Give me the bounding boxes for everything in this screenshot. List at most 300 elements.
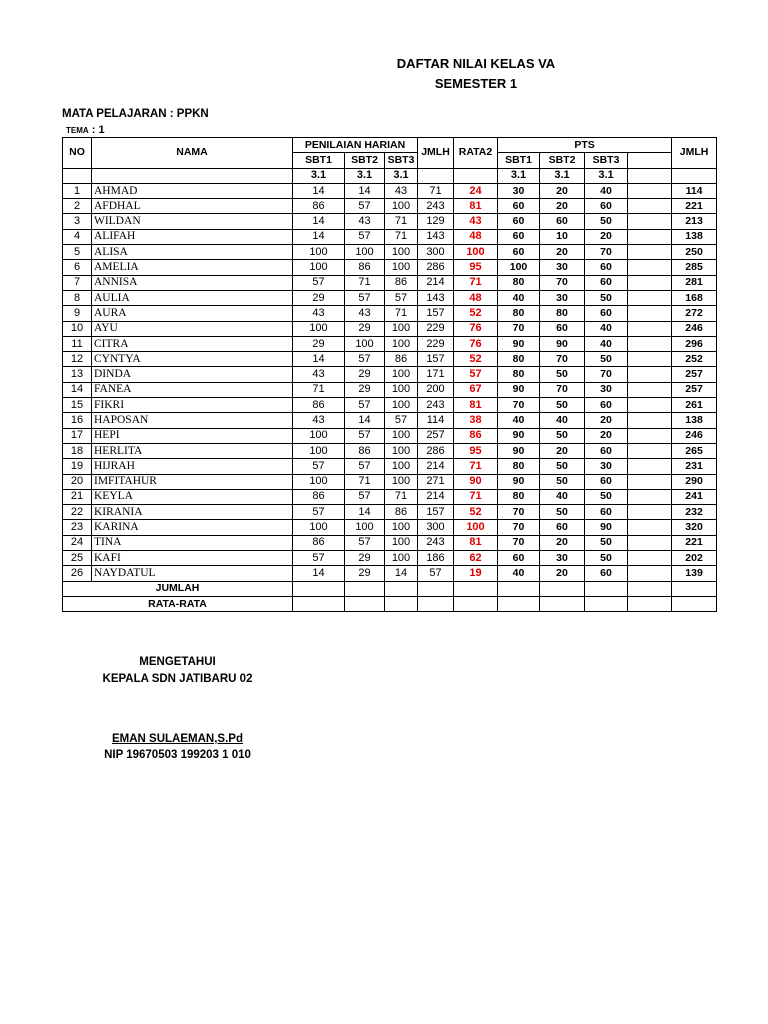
cell-pts-sbt1: 70 bbox=[498, 535, 540, 550]
cell-pts-sbt2: 30 bbox=[540, 551, 585, 566]
cell-ph-sbt3: 100 bbox=[385, 551, 418, 566]
cell-pts-jmlh: 138 bbox=[672, 413, 717, 428]
cell-no: 12 bbox=[63, 352, 92, 367]
cell-no: 23 bbox=[63, 520, 92, 535]
cell-ph-sbt1: 100 bbox=[293, 474, 345, 489]
cell-pts-sbt1: 40 bbox=[498, 566, 540, 581]
cell-pts-sbt2: 50 bbox=[540, 367, 585, 382]
cell-rata2: 100 bbox=[454, 245, 498, 260]
cell-ph-sbt2: 29 bbox=[345, 382, 385, 397]
table-row bbox=[63, 398, 717, 413]
cell-pts-sbt2: 20 bbox=[540, 199, 585, 214]
cell-pts-empty bbox=[628, 290, 672, 305]
cell-pts-sbt3: 60 bbox=[585, 260, 628, 275]
cell-nama: NAYDATUL bbox=[92, 566, 293, 581]
cell-ph-sbt3: 100 bbox=[385, 336, 418, 351]
cell-ph-sbt2: 14 bbox=[345, 413, 385, 428]
cell-pts-sbt2: 40 bbox=[540, 413, 585, 428]
cell-ph-sbt2: 57 bbox=[345, 489, 385, 504]
sub-header-sbt3: SBT3 bbox=[385, 153, 418, 168]
cell-pts-sbt3: 60 bbox=[585, 275, 628, 290]
cell-rata2: 48 bbox=[454, 229, 498, 244]
cell-pts-sbt3: 60 bbox=[585, 398, 628, 413]
cell-no: 24 bbox=[63, 535, 92, 550]
table-row bbox=[63, 489, 717, 504]
cell-rata2: 43 bbox=[454, 214, 498, 229]
cell-nama: HAPOSAN bbox=[92, 413, 293, 428]
cell-pts-sbt1: 80 bbox=[498, 367, 540, 382]
col-jmlh2-header: JMLH bbox=[672, 138, 717, 169]
cell-ph-sbt1: 43 bbox=[293, 413, 345, 428]
cell-ph-sbt1: 29 bbox=[293, 336, 345, 351]
cell-nama: WILDAN bbox=[92, 214, 293, 229]
cell-jmlh: 157 bbox=[418, 306, 454, 321]
cell-pts-sbt3: 70 bbox=[585, 245, 628, 260]
cell-pts-sbt1: 60 bbox=[498, 199, 540, 214]
grades-table bbox=[62, 137, 717, 612]
cell-pts-sbt2: 60 bbox=[540, 214, 585, 229]
cell-ph-sbt3: 86 bbox=[385, 275, 418, 290]
cell-rata2: 38 bbox=[454, 413, 498, 428]
cell-pts-sbt2: 80 bbox=[540, 306, 585, 321]
cell-ph-sbt3: 100 bbox=[385, 459, 418, 474]
cell-ph-sbt3: 100 bbox=[385, 321, 418, 336]
table-row bbox=[63, 367, 717, 382]
kd-ph-sbt1: 3.1 bbox=[293, 168, 345, 183]
tema-label: TEMA bbox=[66, 126, 89, 135]
cell-pts-jmlh: 285 bbox=[672, 260, 717, 275]
cell-nama: FIKRI bbox=[92, 398, 293, 413]
empty-cell bbox=[498, 581, 540, 596]
cell-pts-empty bbox=[628, 199, 672, 214]
cell-nama: CITRA bbox=[92, 336, 293, 351]
kd-cell bbox=[454, 168, 498, 183]
cell-pts-sbt3: 70 bbox=[585, 367, 628, 382]
cell-no: 19 bbox=[63, 459, 92, 474]
kd-pts-sbt3: 3.1 bbox=[585, 168, 628, 183]
cell-pts-jmlh: 290 bbox=[672, 474, 717, 489]
empty-cell bbox=[585, 596, 628, 611]
jumlah-row bbox=[63, 581, 717, 596]
cell-nama: FANEA bbox=[92, 382, 293, 397]
kd-ph-sbt2: 3.1 bbox=[345, 168, 385, 183]
table-row bbox=[63, 428, 717, 443]
cell-pts-sbt1: 60 bbox=[498, 214, 540, 229]
table-row bbox=[63, 535, 717, 550]
kd-row bbox=[63, 168, 717, 183]
col-jmlh-header: JMLH bbox=[418, 138, 454, 169]
cell-ph-sbt3: 100 bbox=[385, 428, 418, 443]
cell-pts-empty bbox=[628, 443, 672, 458]
kd-cell bbox=[418, 168, 454, 183]
cell-rata2: 71 bbox=[454, 275, 498, 290]
cell-pts-sbt1: 40 bbox=[498, 413, 540, 428]
cell-pts-jmlh: 296 bbox=[672, 336, 717, 351]
cell-no: 15 bbox=[63, 398, 92, 413]
cell-ph-sbt3: 100 bbox=[385, 199, 418, 214]
cell-ph-sbt3: 100 bbox=[385, 382, 418, 397]
table-row bbox=[63, 321, 717, 336]
cell-rata2: 81 bbox=[454, 199, 498, 214]
cell-pts-jmlh: 261 bbox=[672, 398, 717, 413]
cell-pts-jmlh: 250 bbox=[672, 245, 717, 260]
cell-rata2: 86 bbox=[454, 428, 498, 443]
cell-nama: CYNTYA bbox=[92, 352, 293, 367]
cell-pts-sbt3: 20 bbox=[585, 428, 628, 443]
col-ph-header: PENILAIAN HARIAN bbox=[293, 138, 418, 153]
cell-pts-empty bbox=[628, 520, 672, 535]
cell-ph-sbt3: 100 bbox=[385, 474, 418, 489]
cell-pts-sbt2: 90 bbox=[540, 336, 585, 351]
cell-pts-sbt1: 40 bbox=[498, 290, 540, 305]
cell-ph-sbt1: 86 bbox=[293, 489, 345, 504]
cell-pts-sbt2: 60 bbox=[540, 321, 585, 336]
empty-cell bbox=[345, 596, 385, 611]
cell-ph-sbt3: 100 bbox=[385, 443, 418, 458]
cell-pts-sbt1: 90 bbox=[498, 474, 540, 489]
table-row bbox=[63, 290, 717, 305]
cell-pts-sbt2: 20 bbox=[540, 535, 585, 550]
cell-pts-jmlh: 213 bbox=[672, 214, 717, 229]
cell-jmlh: 157 bbox=[418, 352, 454, 367]
subject-label: MATA PELAJARAN : PPKN bbox=[62, 108, 209, 120]
cell-jmlh: 186 bbox=[418, 551, 454, 566]
col-rata-header: RATA2 bbox=[454, 138, 498, 169]
cell-nama: ANNISA bbox=[92, 275, 293, 290]
kd-cell bbox=[92, 168, 293, 183]
cell-pts-empty bbox=[628, 367, 672, 382]
header-row-1 bbox=[63, 138, 717, 153]
cell-ph-sbt3: 100 bbox=[385, 398, 418, 413]
principal-nip: NIP 19670503 199203 1 010 bbox=[104, 749, 251, 761]
empty-cell bbox=[418, 581, 454, 596]
kd-pts-sbt2: 3.1 bbox=[540, 168, 585, 183]
cell-nama: HEPI bbox=[92, 428, 293, 443]
cell-rata2: 71 bbox=[454, 489, 498, 504]
cell-ph-sbt3: 100 bbox=[385, 367, 418, 382]
cell-no: 11 bbox=[63, 336, 92, 351]
cell-rata2: 95 bbox=[454, 443, 498, 458]
cell-pts-empty bbox=[628, 566, 672, 581]
cell-pts-empty bbox=[628, 321, 672, 336]
cell-ph-sbt2: 57 bbox=[345, 199, 385, 214]
cell-pts-sbt2: 30 bbox=[540, 290, 585, 305]
cell-rata2: 95 bbox=[454, 260, 498, 275]
grades-table-body bbox=[63, 138, 717, 612]
empty-cell bbox=[672, 581, 717, 596]
empty-cell bbox=[385, 596, 418, 611]
cell-jmlh: 157 bbox=[418, 505, 454, 520]
cell-ph-sbt1: 29 bbox=[293, 290, 345, 305]
cell-nama: HIJRAH bbox=[92, 459, 293, 474]
cell-pts-sbt1: 80 bbox=[498, 275, 540, 290]
cell-pts-empty bbox=[628, 535, 672, 550]
cell-no: 22 bbox=[63, 505, 92, 520]
cell-ph-sbt3: 100 bbox=[385, 520, 418, 535]
semester-label: SEMESTER 1 bbox=[434, 76, 518, 91]
cell-pts-jmlh: 257 bbox=[672, 367, 717, 382]
table-row bbox=[63, 352, 717, 367]
cell-pts-sbt2: 60 bbox=[540, 520, 585, 535]
cell-ph-sbt3: 71 bbox=[385, 489, 418, 504]
cell-jmlh: 57 bbox=[418, 566, 454, 581]
cell-pts-sbt1: 100 bbox=[498, 260, 540, 275]
table-row bbox=[63, 443, 717, 458]
cell-nama: KEYLA bbox=[92, 489, 293, 504]
cell-pts-empty bbox=[628, 306, 672, 321]
cell-ph-sbt1: 86 bbox=[293, 398, 345, 413]
cell-pts-jmlh: 257 bbox=[672, 382, 717, 397]
empty-cell bbox=[293, 581, 345, 596]
cell-no: 14 bbox=[63, 382, 92, 397]
jumlah-row-label: JUMLAH bbox=[63, 581, 293, 596]
cell-ph-sbt1: 71 bbox=[293, 382, 345, 397]
cell-pts-jmlh: 138 bbox=[672, 229, 717, 244]
cell-pts-sbt1: 90 bbox=[498, 428, 540, 443]
cell-pts-sbt1: 70 bbox=[498, 398, 540, 413]
cell-ph-sbt3: 86 bbox=[385, 505, 418, 520]
cell-ph-sbt2: 57 bbox=[345, 459, 385, 474]
cell-no: 20 bbox=[63, 474, 92, 489]
cell-ph-sbt1: 14 bbox=[293, 352, 345, 367]
cell-pts-sbt1: 90 bbox=[498, 382, 540, 397]
empty-cell bbox=[540, 596, 585, 611]
cell-ph-sbt2: 29 bbox=[345, 367, 385, 382]
cell-pts-empty bbox=[628, 214, 672, 229]
col-pts-header: PTS bbox=[498, 138, 672, 153]
cell-ph-sbt1: 14 bbox=[293, 183, 345, 198]
cell-ph-sbt1: 14 bbox=[293, 566, 345, 581]
table-row bbox=[63, 260, 717, 275]
cell-pts-empty bbox=[628, 352, 672, 367]
cell-ph-sbt2: 100 bbox=[345, 520, 385, 535]
cell-pts-jmlh: 246 bbox=[672, 428, 717, 443]
cell-ph-sbt1: 57 bbox=[293, 551, 345, 566]
cell-ph-sbt1: 43 bbox=[293, 306, 345, 321]
cell-nama: AFDHAL bbox=[92, 199, 293, 214]
pts-sub-header-empty bbox=[628, 153, 672, 168]
kd-cell bbox=[628, 168, 672, 183]
cell-ph-sbt2: 14 bbox=[345, 183, 385, 198]
cell-ph-sbt2: 57 bbox=[345, 428, 385, 443]
cell-rata2: 52 bbox=[454, 352, 498, 367]
cell-ph-sbt2: 43 bbox=[345, 214, 385, 229]
cell-pts-empty bbox=[628, 398, 672, 413]
cell-pts-sbt3: 90 bbox=[585, 520, 628, 535]
cell-pts-sbt1: 60 bbox=[498, 245, 540, 260]
cell-no: 21 bbox=[63, 489, 92, 504]
cell-pts-sbt1: 70 bbox=[498, 505, 540, 520]
cell-ph-sbt3: 57 bbox=[385, 413, 418, 428]
cell-pts-sbt2: 20 bbox=[540, 245, 585, 260]
cell-pts-sbt2: 20 bbox=[540, 183, 585, 198]
kd-ph-sbt3: 3.1 bbox=[385, 168, 418, 183]
cell-ph-sbt2: 71 bbox=[345, 474, 385, 489]
cell-jmlh: 286 bbox=[418, 443, 454, 458]
cell-nama: TINA bbox=[92, 535, 293, 550]
table-row bbox=[63, 245, 717, 260]
cell-pts-empty bbox=[628, 474, 672, 489]
cell-pts-sbt3: 20 bbox=[585, 229, 628, 244]
cell-pts-sbt3: 40 bbox=[585, 336, 628, 351]
cell-jmlh: 214 bbox=[418, 459, 454, 474]
table-row bbox=[63, 505, 717, 520]
cell-pts-empty bbox=[628, 428, 672, 443]
cell-ph-sbt2: 57 bbox=[345, 352, 385, 367]
cell-pts-sbt3: 50 bbox=[585, 551, 628, 566]
cell-jmlh: 229 bbox=[418, 336, 454, 351]
cell-pts-sbt2: 70 bbox=[540, 352, 585, 367]
cell-no: 17 bbox=[63, 428, 92, 443]
cell-jmlh: 143 bbox=[418, 229, 454, 244]
pts-sub-header-sbt1: SBT1 bbox=[498, 153, 540, 168]
cell-jmlh: 257 bbox=[418, 428, 454, 443]
cell-jmlh: 129 bbox=[418, 214, 454, 229]
cell-pts-empty bbox=[628, 245, 672, 260]
cell-ph-sbt2: 57 bbox=[345, 229, 385, 244]
cell-pts-sbt3: 40 bbox=[585, 183, 628, 198]
cell-pts-sbt1: 90 bbox=[498, 336, 540, 351]
cell-pts-jmlh: 221 bbox=[672, 535, 717, 550]
cell-ph-sbt3: 71 bbox=[385, 306, 418, 321]
table-row bbox=[63, 382, 717, 397]
cell-jmlh: 243 bbox=[418, 535, 454, 550]
cell-jmlh: 300 bbox=[418, 245, 454, 260]
cell-pts-sbt3: 50 bbox=[585, 290, 628, 305]
pts-sub-header-sbt2: SBT2 bbox=[540, 153, 585, 168]
cell-jmlh: 143 bbox=[418, 290, 454, 305]
cell-pts-jmlh: 265 bbox=[672, 443, 717, 458]
cell-ph-sbt2: 57 bbox=[345, 290, 385, 305]
cell-nama: KIRANIA bbox=[92, 505, 293, 520]
cell-no: 3 bbox=[63, 214, 92, 229]
table-row bbox=[63, 336, 717, 351]
cell-pts-sbt1: 80 bbox=[498, 306, 540, 321]
cell-pts-jmlh: 246 bbox=[672, 321, 717, 336]
cell-pts-empty bbox=[628, 413, 672, 428]
pts-sub-header-sbt3: SBT3 bbox=[585, 153, 628, 168]
cell-rata2: 81 bbox=[454, 535, 498, 550]
cell-pts-sbt1: 80 bbox=[498, 352, 540, 367]
cell-ph-sbt3: 43 bbox=[385, 183, 418, 198]
cell-pts-empty bbox=[628, 275, 672, 290]
cell-pts-sbt1: 80 bbox=[498, 459, 540, 474]
cell-no: 26 bbox=[63, 566, 92, 581]
cell-nama: AULIA bbox=[92, 290, 293, 305]
cell-jmlh: 243 bbox=[418, 199, 454, 214]
cell-ph-sbt1: 57 bbox=[293, 505, 345, 520]
cell-pts-empty bbox=[628, 336, 672, 351]
cell-ph-sbt2: 71 bbox=[345, 275, 385, 290]
kd-pts-sbt1: 3.1 bbox=[498, 168, 540, 183]
cell-pts-sbt3: 50 bbox=[585, 352, 628, 367]
cell-ph-sbt3: 57 bbox=[385, 290, 418, 305]
cell-nama: IMFITAHUR bbox=[92, 474, 293, 489]
table-row bbox=[63, 551, 717, 566]
cell-ph-sbt3: 86 bbox=[385, 352, 418, 367]
cell-pts-sbt1: 60 bbox=[498, 551, 540, 566]
rata-rata-row-label: RATA-RATA bbox=[63, 596, 293, 611]
cell-pts-sbt3: 30 bbox=[585, 459, 628, 474]
cell-pts-sbt2: 70 bbox=[540, 382, 585, 397]
cell-pts-jmlh: 320 bbox=[672, 520, 717, 535]
cell-jmlh: 214 bbox=[418, 489, 454, 504]
empty-cell bbox=[672, 596, 717, 611]
cell-pts-sbt1: 30 bbox=[498, 183, 540, 198]
cell-pts-jmlh: 241 bbox=[672, 489, 717, 504]
cell-rata2: 71 bbox=[454, 459, 498, 474]
cell-pts-sbt2: 50 bbox=[540, 428, 585, 443]
table-row bbox=[63, 566, 717, 581]
cell-no: 4 bbox=[63, 229, 92, 244]
cell-pts-sbt2: 50 bbox=[540, 474, 585, 489]
cell-ph-sbt3: 14 bbox=[385, 566, 418, 581]
cell-ph-sbt3: 71 bbox=[385, 229, 418, 244]
cell-pts-jmlh: 232 bbox=[672, 505, 717, 520]
cell-ph-sbt3: 100 bbox=[385, 245, 418, 260]
cell-pts-sbt1: 90 bbox=[498, 443, 540, 458]
cell-pts-sbt1: 70 bbox=[498, 520, 540, 535]
table-row bbox=[63, 413, 717, 428]
principal-name: EMAN SULAEMAN,S.Pd bbox=[112, 733, 243, 745]
cell-jmlh: 214 bbox=[418, 275, 454, 290]
principal-position: KEPALA SDN JATIBARU 02 bbox=[102, 673, 253, 685]
cell-pts-sbt2: 70 bbox=[540, 275, 585, 290]
cell-pts-sbt2: 30 bbox=[540, 260, 585, 275]
cell-rata2: 52 bbox=[454, 306, 498, 321]
cell-ph-sbt1: 100 bbox=[293, 443, 345, 458]
cell-nama: ALIFAH bbox=[92, 229, 293, 244]
cell-pts-sbt3: 60 bbox=[585, 566, 628, 581]
cell-pts-sbt3: 40 bbox=[585, 321, 628, 336]
empty-cell bbox=[418, 596, 454, 611]
cell-no: 2 bbox=[63, 199, 92, 214]
cell-pts-jmlh: 272 bbox=[672, 306, 717, 321]
cell-no: 25 bbox=[63, 551, 92, 566]
cell-pts-sbt1: 60 bbox=[498, 229, 540, 244]
cell-nama: AYU bbox=[92, 321, 293, 336]
cell-pts-empty bbox=[628, 551, 672, 566]
cell-rata2: 52 bbox=[454, 505, 498, 520]
cell-pts-sbt2: 50 bbox=[540, 459, 585, 474]
cell-jmlh: 229 bbox=[418, 321, 454, 336]
cell-pts-sbt2: 10 bbox=[540, 229, 585, 244]
empty-cell bbox=[628, 581, 672, 596]
kd-cell bbox=[672, 168, 717, 183]
cell-rata2: 48 bbox=[454, 290, 498, 305]
cell-pts-jmlh: 139 bbox=[672, 566, 717, 581]
cell-nama: AHMAD bbox=[92, 183, 293, 198]
cell-ph-sbt2: 43 bbox=[345, 306, 385, 321]
cell-ph-sbt1: 100 bbox=[293, 520, 345, 535]
cell-nama: KAFI bbox=[92, 551, 293, 566]
cell-pts-sbt3: 50 bbox=[585, 489, 628, 504]
table-row bbox=[63, 306, 717, 321]
cell-ph-sbt2: 29 bbox=[345, 321, 385, 336]
cell-jmlh: 200 bbox=[418, 382, 454, 397]
empty-cell bbox=[498, 596, 540, 611]
cell-pts-sbt3: 30 bbox=[585, 382, 628, 397]
cell-rata2: 76 bbox=[454, 336, 498, 351]
cell-rata2: 81 bbox=[454, 398, 498, 413]
cell-jmlh: 271 bbox=[418, 474, 454, 489]
cell-jmlh: 243 bbox=[418, 398, 454, 413]
cell-pts-empty bbox=[628, 505, 672, 520]
cell-pts-jmlh: 221 bbox=[672, 199, 717, 214]
cell-ph-sbt1: 14 bbox=[293, 229, 345, 244]
cell-pts-sbt3: 60 bbox=[585, 505, 628, 520]
empty-cell bbox=[454, 581, 498, 596]
